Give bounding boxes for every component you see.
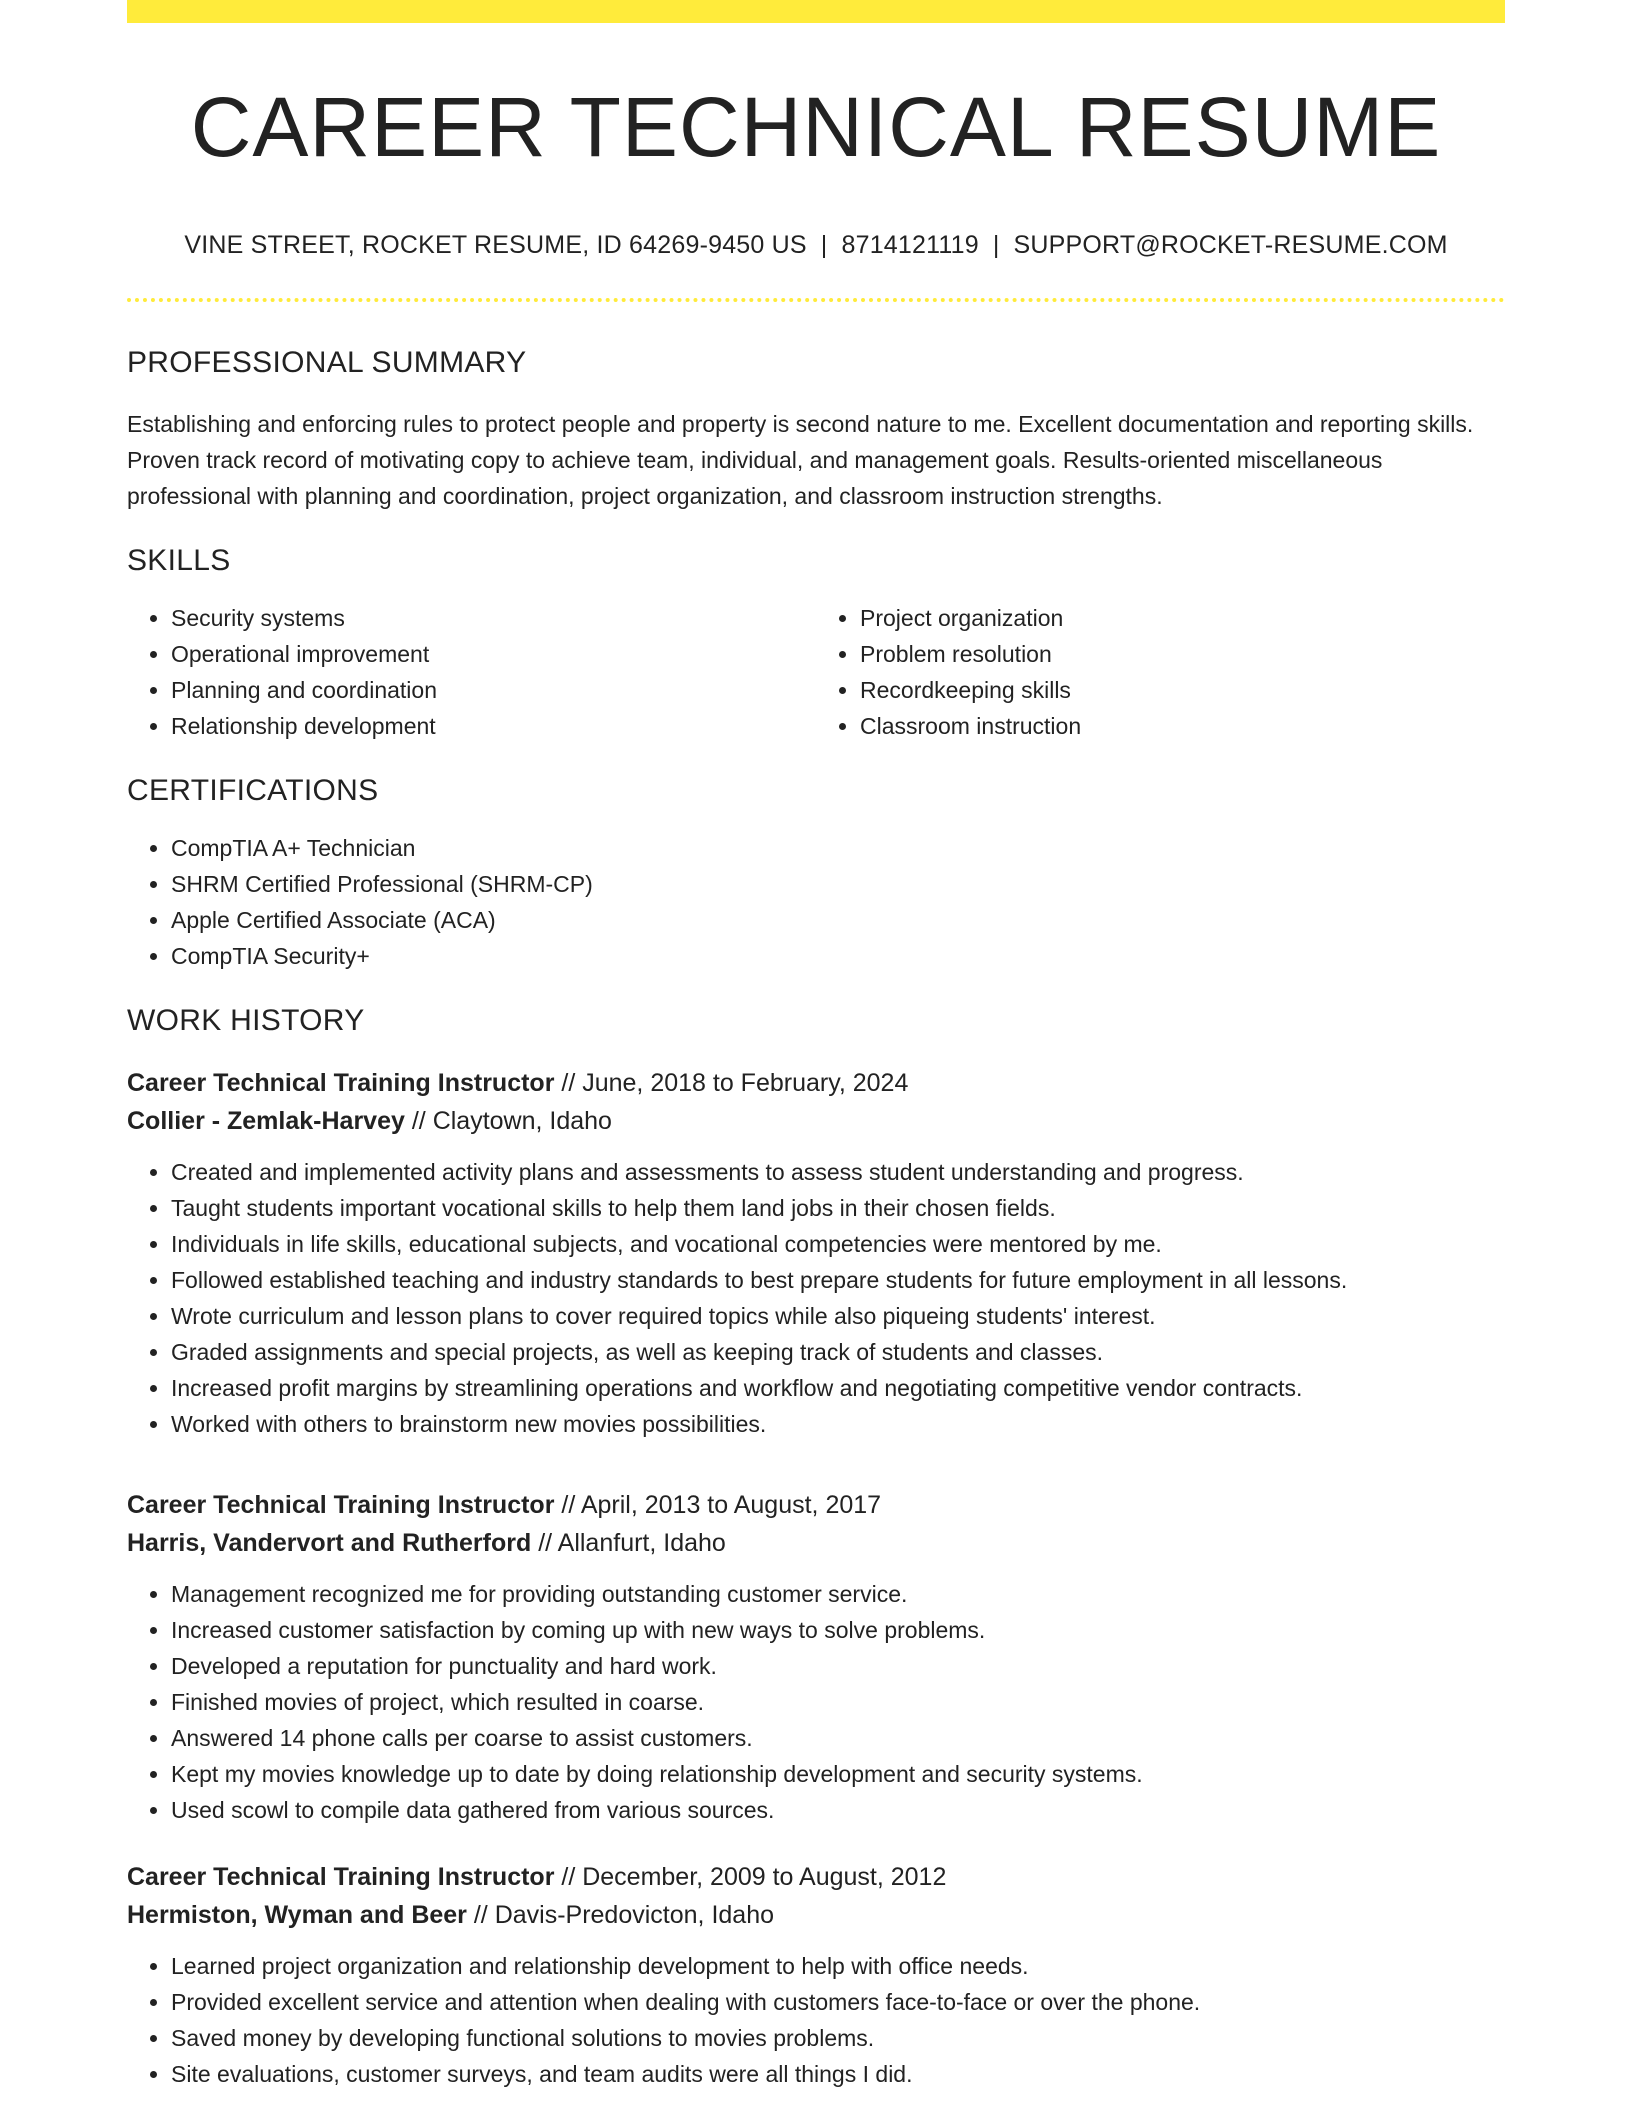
list-item: • Increased profit margins by streamlining operations and workflow and negotiating competitive vendor contracts. <box>171 1370 1505 1406</box>
job-company: Collier - Zemlak-Harvey <box>127 1107 405 1136</box>
summary-text: Establishing and enforcing rules to protect people and property is second nature to me. Excellent documentation and reporting skills. Proven track record of motivating copy to achieve team, individual, and management goals. Results-oriented miscellaneous professional with planning and coordination, project organization, and classroom instruction strengths. <box>127 411 1474 510</box>
list-item: • CompTIA A+ Technician <box>171 830 1505 866</box>
list-item: • Finished movies of project, which resulted in coarse. <box>171 1684 1505 1720</box>
job-dates: // June, 2018 to February, 2024 <box>554 1069 909 1098</box>
list-item: • Classroom instruction <box>860 708 1505 744</box>
job-bullets <box>127 1154 1505 1442</box>
list-item: • Individuals in life skills, educational subjects, and vocational competencies were mentored by me. <box>171 1226 1505 1262</box>
list-item: • Graded assignments and special projects, as well as keeping track of students and classes. <box>171 1334 1505 1370</box>
job-header <box>127 1486 1505 1562</box>
accent-top-bar <box>127 0 1505 23</box>
job-dates: // April, 2013 to August, 2017 <box>554 1491 882 1520</box>
job-title: Career Technical Training Instructor <box>127 1863 555 1892</box>
job-location: // Claytown, Idaho <box>404 1107 612 1136</box>
list-item: • Security systems <box>171 600 816 636</box>
list-item: • Recordkeeping skills <box>860 672 1505 708</box>
resume-content <box>127 23 1505 2092</box>
contact-email: SUPPORT@ROCKET-RESUME.COM <box>1013 231 1448 260</box>
list-item: • Developed a reputation for punctuality and hard work. <box>171 1648 1505 1684</box>
certifications-list <box>127 830 1505 974</box>
list-item: • Provided excellent service and attention when dealing with customers face-to-face or over the phone. <box>171 1984 1505 2020</box>
certifications-heading: CERTIFICATIONS <box>127 774 379 808</box>
list-item: • Created and implemented activity plans and assessments to assess student understanding and progress. <box>171 1154 1505 1190</box>
list-item: • CompTIA Security+ <box>171 938 1505 974</box>
job-header <box>127 1064 1505 1140</box>
list-item: • Worked with others to brainstorm new movies possibilities. <box>171 1406 1505 1442</box>
job-title: Career Technical Training Instructor <box>127 1069 555 1098</box>
contact-phone: 8714121119 <box>841 231 979 260</box>
job-title: Career Technical Training Instructor <box>127 1491 555 1520</box>
list-item: • Kept my movies knowledge up to date by doing relationship development and security systems. <box>171 1756 1505 1792</box>
resume-title: CAREER TECHNICAL RESUME <box>190 80 1442 174</box>
list-item: • Followed established teaching and industry standards to best prepare students for future employment in all lessons. <box>171 1262 1505 1298</box>
list-item: • Project organization <box>860 600 1505 636</box>
list-item: • Used scowl to compile data gathered from various sources. <box>171 1792 1505 1828</box>
list-item: • Site evaluations, customer surveys, and team audits were all things I did. <box>171 2056 1505 2092</box>
job-company: Harris, Vandervort and Rutherford <box>127 1529 532 1558</box>
job-location: // Allanfurt, Idaho <box>531 1529 726 1558</box>
skills-heading: SKILLS <box>127 544 231 578</box>
contact-separator: | <box>820 231 828 260</box>
contact-address: VINE STREET, ROCKET RESUME, ID 64269-9450 US <box>184 231 807 260</box>
list-item: • Saved money by developing functional solutions to movies problems. <box>171 2020 1505 2056</box>
list-item: • Learned project organization and relationship development to help with office needs. <box>171 1948 1505 1984</box>
job-company: Hermiston, Wyman and Beer <box>127 1901 467 1930</box>
list-item: • Increased customer satisfaction by coming up with new ways to solve problems. <box>171 1612 1505 1648</box>
job-dates: // December, 2009 to August, 2012 <box>554 1863 947 1892</box>
skills-list-right <box>816 600 1505 744</box>
list-item: • Wrote curriculum and lesson plans to cover required topics while also piqueing students' interest. <box>171 1298 1505 1334</box>
job-bullets <box>127 1948 1505 2092</box>
list-item: • Taught students important vocational skills to help them land jobs in their chosen fields. <box>171 1190 1505 1226</box>
contact-separator: | <box>992 231 1000 260</box>
skills-list-left <box>127 600 816 744</box>
list-item: • Problem resolution <box>860 636 1505 672</box>
list-item: • Answered 14 phone calls per coarse to assist customers. <box>171 1720 1505 1756</box>
job-header <box>127 1858 1505 1934</box>
dotted-divider <box>127 298 1505 302</box>
list-item: • SHRM Certified Professional (SHRM-CP) <box>171 866 1505 902</box>
summary-heading: PROFESSIONAL SUMMARY <box>127 346 527 380</box>
list-item: • Management recognized me for providing outstanding customer service. <box>171 1576 1505 1612</box>
list-item: • Relationship development <box>171 708 816 744</box>
job-location: // Davis-Predovicton, Idaho <box>466 1901 774 1930</box>
job-bullets <box>127 1576 1505 1828</box>
skills-columns <box>127 600 1505 744</box>
work-history-heading: WORK HISTORY <box>127 1004 365 1038</box>
list-item: • Apple Certified Associate (ACA) <box>171 902 1505 938</box>
list-item: • Operational improvement <box>171 636 816 672</box>
list-item: • Planning and coordination <box>171 672 816 708</box>
contact-line <box>127 231 1505 260</box>
